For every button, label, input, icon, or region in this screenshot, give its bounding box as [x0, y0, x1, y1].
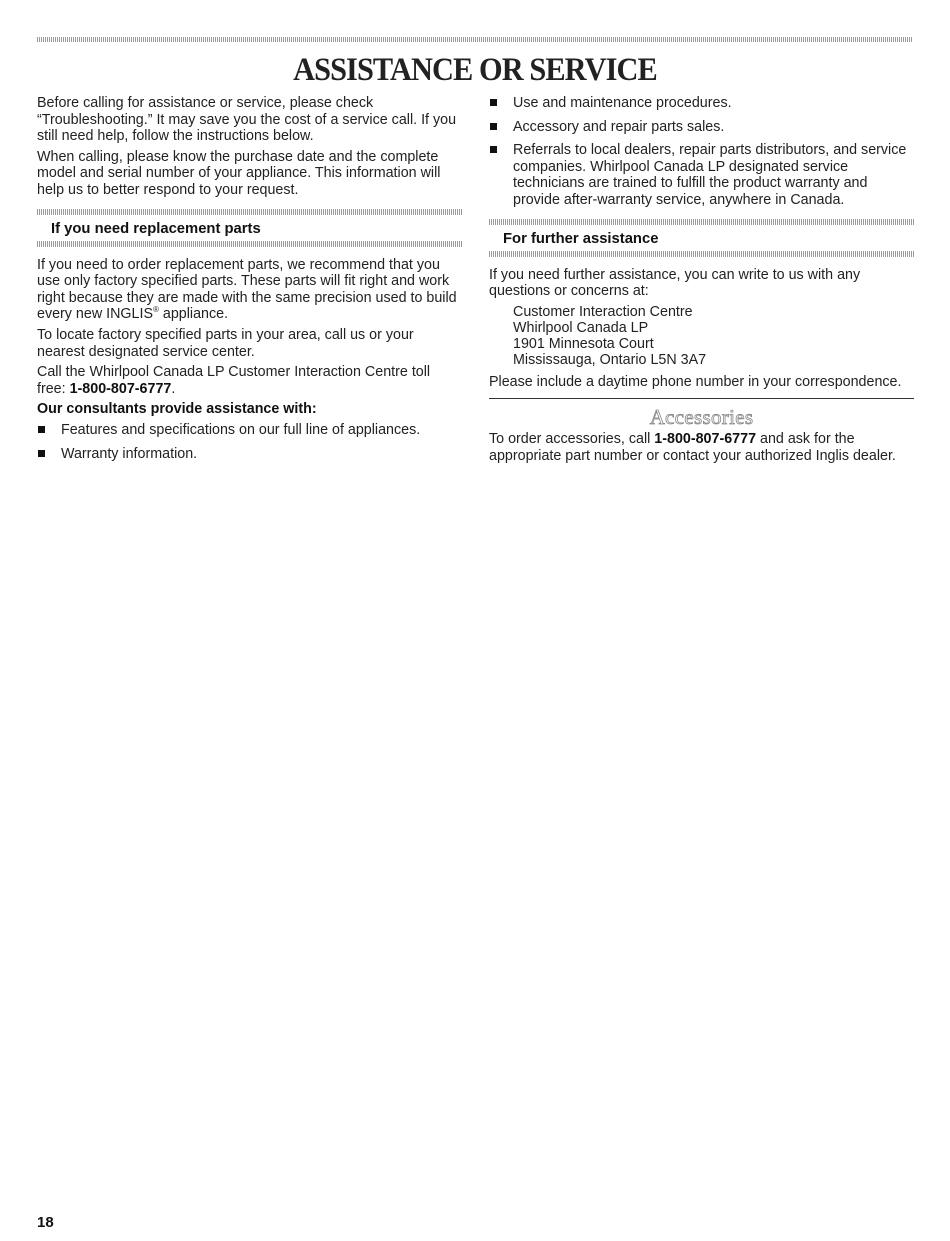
right-column [489, 95, 914, 469]
address-line: Whirlpool Canada LP [513, 319, 649, 336]
replacement-parts-text: If you need to order replacement parts, we recommend that you use only factory specified parts. These parts will fit right and work right because they are made with the same precision used to build every new INGLIS [37, 256, 457, 323]
accessories-phone-number: 1-800-807-6777 [654, 431, 757, 448]
left-column [37, 95, 462, 469]
list-item [37, 422, 462, 439]
square-bullet-icon [490, 123, 497, 130]
correspondence-note: Please include a daytime phone number in your correspondence. [489, 373, 902, 390]
list-item [489, 119, 914, 136]
accessories-text-end: and ask for the appropriate part number or contact your authorized Inglis dealer. [489, 431, 896, 464]
replacement-parts-section-header [37, 209, 462, 247]
accessories-divider [489, 398, 914, 399]
call-centre-period: . [171, 380, 176, 397]
list-item-text: Accessory and repair parts sales. [513, 118, 725, 135]
page-title: ASSISTANCE OR SERVICE [293, 52, 657, 88]
accessories-paragraph [489, 431, 914, 464]
registered-mark: ® [153, 305, 159, 315]
address-line: 1901 Minnesota Court [513, 335, 654, 352]
call-centre-text: Call the Whirlpool Canada LP Customer Interaction Centre toll free: [37, 364, 431, 397]
replacement-parts-heading: If you need replacement parts [51, 220, 261, 237]
intro-paragraph-1: Before calling for assistance or service, please check “Troubleshooting.” It may save you the cost of a service call. If you still need help, follow the instructions below. [37, 95, 457, 145]
further-assistance-paragraph: If you need further assistance, you can write to us with any questions or concerns at: [489, 266, 861, 300]
replacement-parts-paragraph-2: To locate factory specified parts in your area, call us or your nearest designated service center. [37, 326, 414, 360]
mailing-address [489, 304, 914, 368]
accessories-heading: Accessories [649, 405, 754, 430]
phone-number: 1-800-807-6777 [69, 380, 172, 397]
consultants-list-left [37, 422, 462, 462]
replacement-parts-paragraph-3 [37, 364, 462, 397]
list-item-text: Use and maintenance procedures. [513, 95, 732, 111]
square-bullet-icon [38, 450, 45, 457]
section-rule-bottom [37, 241, 462, 247]
square-bullet-icon [38, 426, 45, 433]
intro-paragraph-2: When calling, please know the purchase date and the complete model and serial number of your appliance. This information will help us to better respond to your request. [37, 148, 441, 198]
list-item-text: Referrals to local dealers, repair parts distributors, and service companies. Whirlpool Canada LP designated service technicians are trained to fulfill the product warranty and provide after-warranty service, anywhere in Canada. [513, 142, 907, 208]
address-line: Mississauga, Ontario L5N 3A7 [513, 351, 707, 368]
square-bullet-icon [490, 146, 497, 153]
further-assistance-heading: For further assistance [503, 230, 659, 247]
consultants-list-right [489, 95, 914, 209]
square-bullet-icon [490, 99, 497, 106]
replacement-parts-paragraph-1 [37, 257, 462, 323]
list-item-text: Warranty information. [61, 445, 198, 462]
list-item [489, 142, 914, 208]
accessories-text: To order accessories, call [489, 431, 655, 448]
top-rule [37, 37, 913, 42]
address-line: Customer Interaction Centre [513, 303, 693, 320]
list-item [37, 446, 462, 463]
page-number: 18 [37, 1214, 54, 1231]
section-rule-bottom [489, 251, 914, 257]
list-item [489, 95, 914, 112]
consultants-heading: Our consultants provide assistance with: [37, 401, 317, 418]
list-item-text: Features and specifications on our full line of appliances. [61, 421, 421, 438]
further-assistance-section-header [489, 219, 914, 257]
replacement-parts-text-end: appliance. [158, 306, 229, 323]
